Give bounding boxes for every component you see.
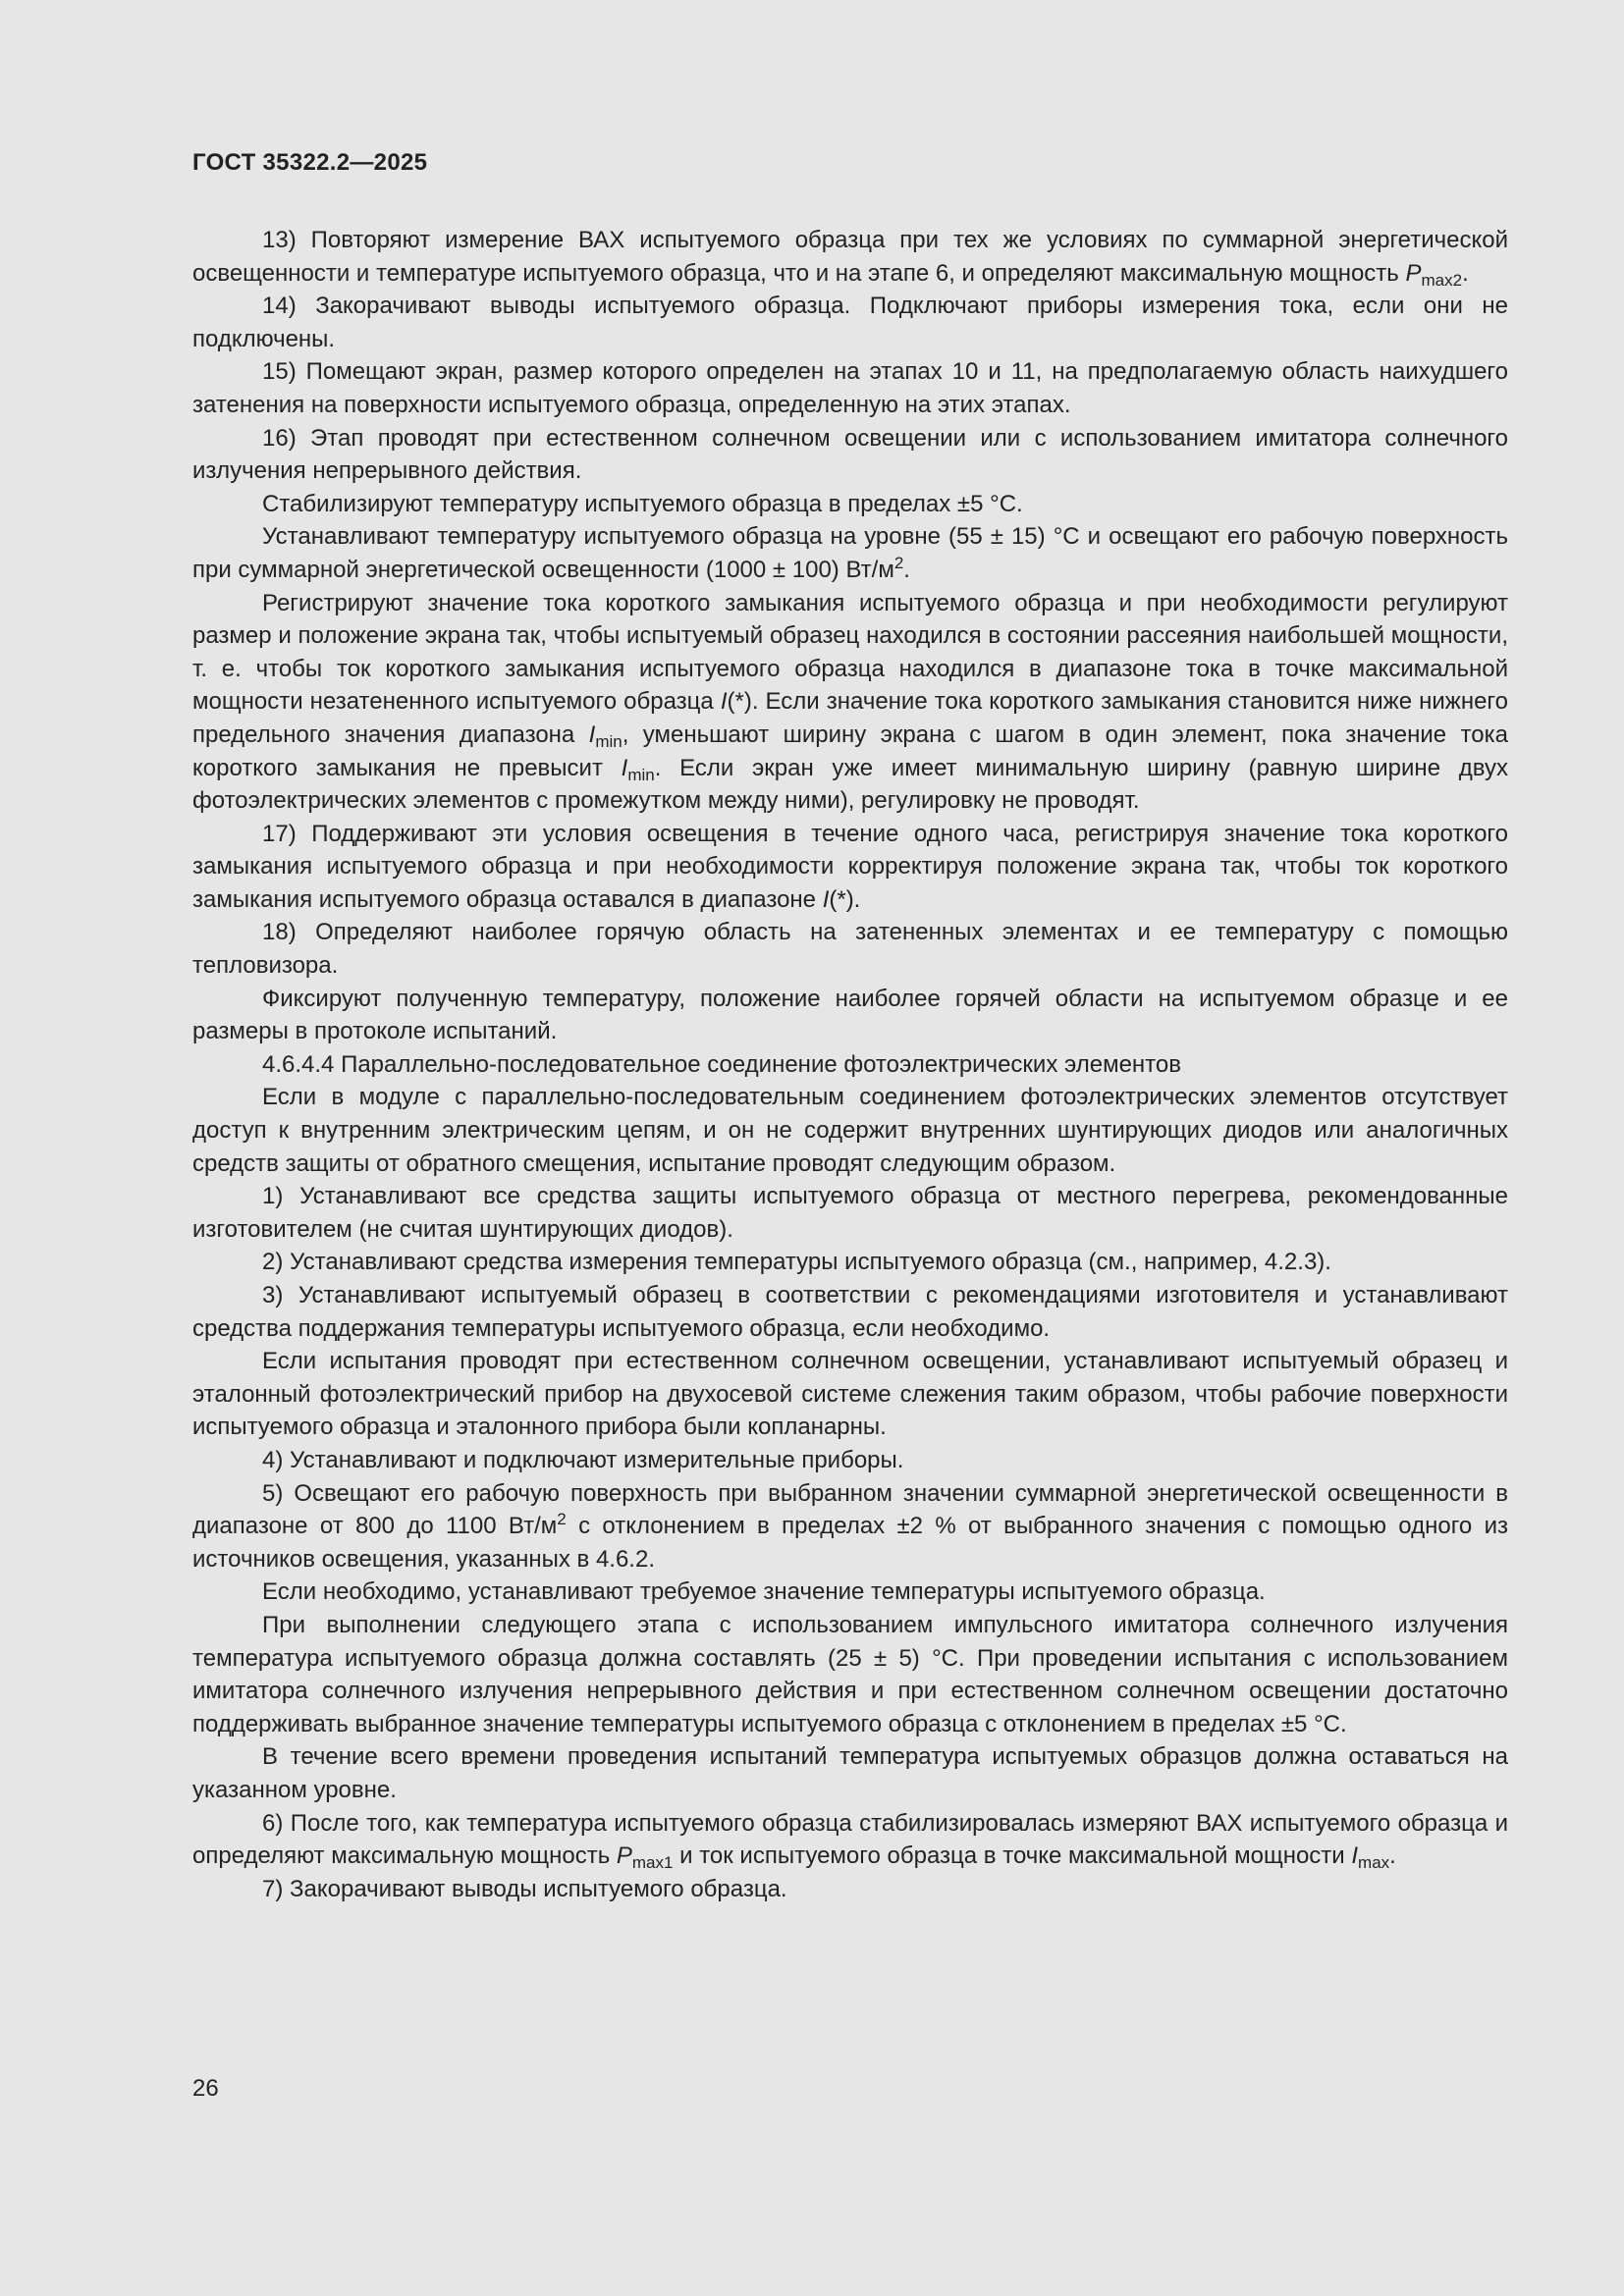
text-run: , уменьшают ширину экрана с шагом в один элемент, пока значение тока короткого замыкания не превысит (192, 721, 1508, 781)
text-run: 18) Определяют наиболее горячую область на затененных элементах и ее температуру с помощью тепловизора. (192, 919, 1508, 980)
paragraph (192, 818, 1508, 917)
italic-symbol: I (621, 754, 628, 781)
text-run: 4.6.4.4 Параллельно-последовательное соединение фотоэлектрических элементов (262, 1050, 1181, 1078)
text-run: 7) Закорачивают выводы испытуемого образца. (262, 1875, 787, 1902)
text-run: 4) Устанавливают и подключают измерительные приборы. (262, 1446, 904, 1473)
paragraph (192, 916, 1508, 982)
italic-symbol: I (588, 721, 596, 748)
text-run: (*). (829, 885, 861, 913)
italic-symbol: I (1351, 1842, 1359, 1870)
text-run: 16) Этап проводят при естественном солнечном освещении или с использованием имитатора солнечного излучения непрерывного действия. (192, 424, 1508, 485)
paragraph (192, 1444, 1508, 1477)
paragraph (192, 587, 1508, 818)
text-run: . Если экран уже имеет минимальную ширину (равную ширине двух фотоэлектрических элементов с промежутком между ними), регулировку не проводят. (192, 754, 1508, 815)
text-run: 6) После того, как температура испытуемого образца стабилизировалась измеряют ВАХ испытуемого образца и определяют максимальную мощность (192, 1809, 1508, 1870)
text-run: Устанавливают температуру испытуемого образца на уровне (55 ± 15) °C и освещают его рабочую поверхность при суммарной энергетической освещенности (1000 ± 100) Вт/м (192, 523, 1508, 583)
text-run: . (1389, 1842, 1396, 1870)
text-run: Фиксируют полученную температуру, положение наиболее горячей области на испытуемом образце и ее размеры в протоколе испытаний. (192, 985, 1508, 1045)
text-run: При выполнении следующего этапа с использованием импульсного имитатора солнечного излучения температура испытуемого образца должна составлять (25 ± 5) °C. При проведении испытания с использованием имитатора солнечного излучения непрерывного действия и при естественном солнечном освещении достаточно поддерживать выбранное значение температуры испытуемого образца с отклонением в пределах ±5 °C. (192, 1611, 1508, 1737)
subscript: min (627, 765, 655, 784)
paragraph (192, 422, 1508, 488)
paragraph (192, 488, 1508, 521)
text-run: 1) Устанавливают все средства защиты испытуемого образца от местного перегрева, рекомендованные изготовителем (не считая шунтирующих диодов). (192, 1183, 1508, 1243)
italic-symbol: I (822, 885, 830, 913)
subscript: min (595, 731, 623, 751)
paragraph (192, 1081, 1508, 1180)
text-run: Регистрируют значение тока короткого замыкания испытуемого образца и при необходимости регулируют размер и положение экрана так, чтобы испытуемый образец находился в состоянии рассеяния наибольшей мощности, т. е. чтобы ток короткого замыкания испытуемого образца находился в диапазоне тока в точке максимальной мощности незатененного испытуемого образца (192, 589, 1508, 716)
paragraph (192, 1609, 1508, 1740)
paragraph (192, 1873, 1508, 1906)
text-run: 3) Устанавливают испытуемый образец в соответствии с рекомендациями изготовителя и устанавливают средства поддержания температуры испытуемого образца, если необходимо. (192, 1282, 1508, 1342)
text-run: и ток испытуемого образца в точке максимальной мощности (673, 1842, 1352, 1870)
superscript: 2 (893, 553, 904, 572)
subscript: max2 (1421, 270, 1463, 290)
text-run: Если испытания проводят при естественном солнечном освещении, устанавливают испытуемый образец и эталонный фотоэлектрический прибор на двухосевой системе слежения таким образом, чтобы рабочие поверхности испытуемого образца и эталонного прибора были копланарны. (192, 1348, 1508, 1441)
paragraph (192, 1575, 1508, 1609)
superscript: 2 (557, 1510, 567, 1529)
document-header: ГОСТ 35322.2—2025 (192, 149, 428, 176)
italic-symbol: P (1405, 259, 1422, 287)
paragraph (192, 1180, 1508, 1246)
text-run: с отклонением в пределах ±2 % от выбранного значения с помощью одного из источников освещения, указанных в 4.6.2. (192, 1513, 1509, 1573)
paragraph (192, 1740, 1508, 1806)
text-run: 2) Устанавливают средства измерения температуры испытуемого образца (см., например, 4.2.3). (262, 1249, 1331, 1276)
text-run: (*). Если значение тока короткого замыкания становится ниже нижнего предельного значения диапазона (192, 688, 1509, 748)
text-run: В течение всего времени проведения испытаний температура испытуемых образцов должна оставаться на указанном уровне. (192, 1743, 1508, 1803)
text-run: . (903, 556, 910, 583)
paragraph (192, 1345, 1508, 1444)
text-run: 17) Поддерживают эти условия освещения в течение одного часа, регистрируя значение тока короткого замыкания испытуемого образца и при необходимости корректируя положение экрана так, чтобы ток короткого замыкания испытуемого образца оставался в диапазоне (192, 820, 1508, 913)
text-run: 5) Освещают его рабочую поверхность при выбранном значении суммарной энергетической освещенности в диапазоне от 800 до 1100 Вт/м (192, 1479, 1508, 1540)
paragraph (192, 1279, 1508, 1345)
page-number: 26 (192, 2075, 219, 2102)
text-run: Если необходимо, устанавливают требуемое значение температуры испытуемого образца. (262, 1578, 1266, 1606)
text-run: 15) Помещают экран, размер которого определен на этапах 10 и 11, на предполагаемую область наихудшего затенения на поверхности испытуемого образца, определенную на этих этапах. (192, 358, 1508, 418)
text-run: 13) Повторяют измерение ВАХ испытуемого образца при тех же условиях по суммарной энергетической освещенности и температуре испытуемого образца, что и на этапе 6, и определяют максимальную мощность (192, 227, 1508, 287)
text-run: Стабилизируют температуру испытуемого образца в пределах ±5 °C. (262, 490, 1023, 517)
paragraph (192, 1048, 1508, 1082)
text-run: . (1462, 259, 1469, 287)
paragraph (192, 290, 1508, 355)
paragraph (192, 520, 1508, 586)
document-body (192, 224, 1508, 1905)
text-run: Если в модуле с параллельно-последовательным соединением фотоэлектрических элементов отсутствует доступ к внутренним электрическим цепям, и он не содержит внутренних шунтирующих диодов или аналогичных средств защиты от обратного смещения, испытание проводят следующим образом. (192, 1084, 1508, 1177)
paragraph (192, 1807, 1508, 1873)
paragraph (192, 224, 1508, 290)
italic-symbol: I (720, 688, 728, 716)
paragraph (192, 355, 1508, 421)
text-run: 14) Закорачивают выводы испытуемого образца. Подключают приборы измерения тока, если они не подключены. (192, 293, 1508, 352)
paragraph (192, 983, 1508, 1048)
paragraph (192, 1477, 1508, 1576)
subscript: max (1358, 1853, 1390, 1873)
italic-symbol: P (616, 1842, 632, 1870)
subscript: max1 (631, 1853, 674, 1873)
paragraph (192, 1246, 1508, 1279)
